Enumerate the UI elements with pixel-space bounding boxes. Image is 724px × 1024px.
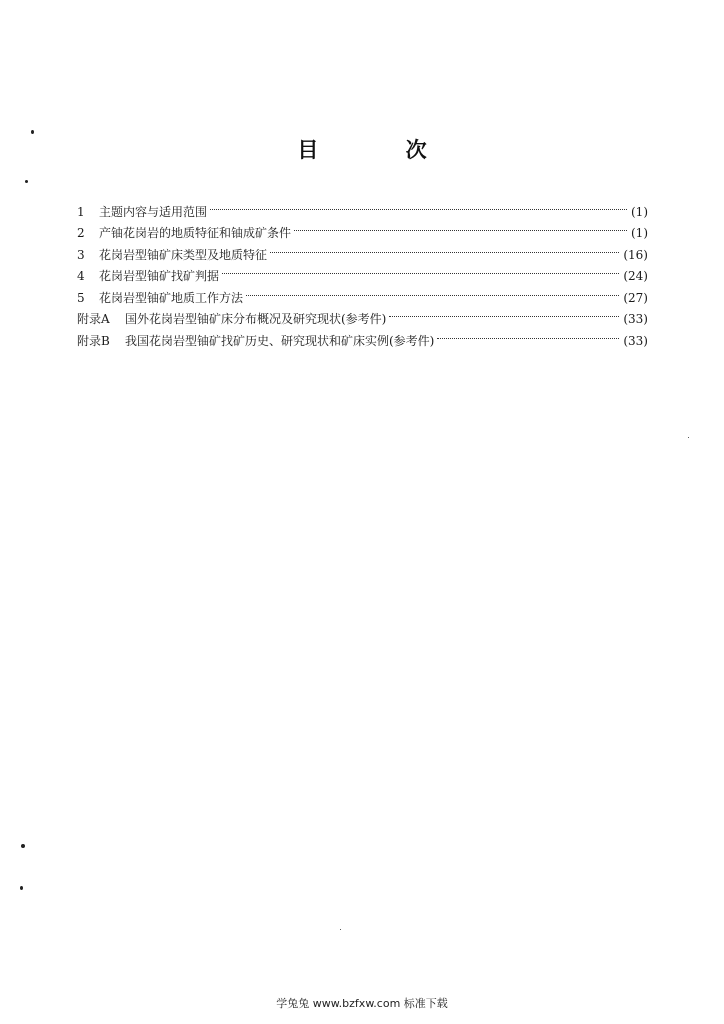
scan-speck xyxy=(340,929,341,930)
toc-entry-title: 我国花岗岩型铀矿找矿历史、研究现状和矿床实例(参考件) xyxy=(125,333,435,348)
toc-dot-leader xyxy=(222,259,619,281)
toc-entry[interactable] xyxy=(77,194,648,219)
toc-entry-page: (16) xyxy=(623,247,648,262)
toc-entry-number: 2 xyxy=(77,226,85,240)
footer-watermark: 学兔兔 www.bzfxw.com 标准下载 xyxy=(276,997,448,1010)
toc-entry-title: 花岗岩型铀矿床类型及地质特征 xyxy=(99,247,268,262)
toc-entry-number: 附录B xyxy=(77,333,110,348)
toc-entry-number: 4 xyxy=(77,269,85,283)
toc-entry-page: (33) xyxy=(623,333,648,348)
toc-entry-page: (1) xyxy=(631,226,648,240)
toc-entry-page: (33) xyxy=(623,312,648,326)
toc-dot-leader xyxy=(437,323,619,345)
scan-speck xyxy=(25,180,28,183)
toc-entry-number: 3 xyxy=(77,247,85,262)
toc-entry-title: 主题内容与适用范围 xyxy=(99,204,208,219)
toc-entry-page: (27) xyxy=(623,290,648,305)
toc-dot-leader xyxy=(294,216,627,238)
toc-entry-title: 花岗岩型铀矿找矿判据 xyxy=(99,269,220,283)
toc-dot-leader xyxy=(270,237,619,259)
toc-entry-title: 花岗岩型铀矿地质工作方法 xyxy=(99,290,244,305)
toc-dot-leader xyxy=(389,302,619,324)
toc-entry-number: 1 xyxy=(77,204,85,219)
scan-speck xyxy=(688,437,689,438)
toc-entry-number: 附录A xyxy=(77,312,110,326)
toc-entry-page: (24) xyxy=(623,269,648,283)
toc-entry-title: 产铀花岗岩的地质特征和铀成矿条件 xyxy=(99,226,292,240)
toc-entry-title: 国外花岗岩型铀矿床分布概况及研究现状(参考件) xyxy=(125,312,387,326)
toc-dot-leader xyxy=(210,194,627,216)
toc-entry-page: (1) xyxy=(631,204,648,219)
page-title: 目 次 xyxy=(297,138,467,162)
scan-speck xyxy=(20,886,23,890)
toc-dot-leader xyxy=(246,280,619,302)
scan-speck xyxy=(31,130,34,134)
scan-speck xyxy=(21,844,25,848)
table-of-contents xyxy=(77,194,648,348)
toc-entry-number: 5 xyxy=(77,290,85,305)
